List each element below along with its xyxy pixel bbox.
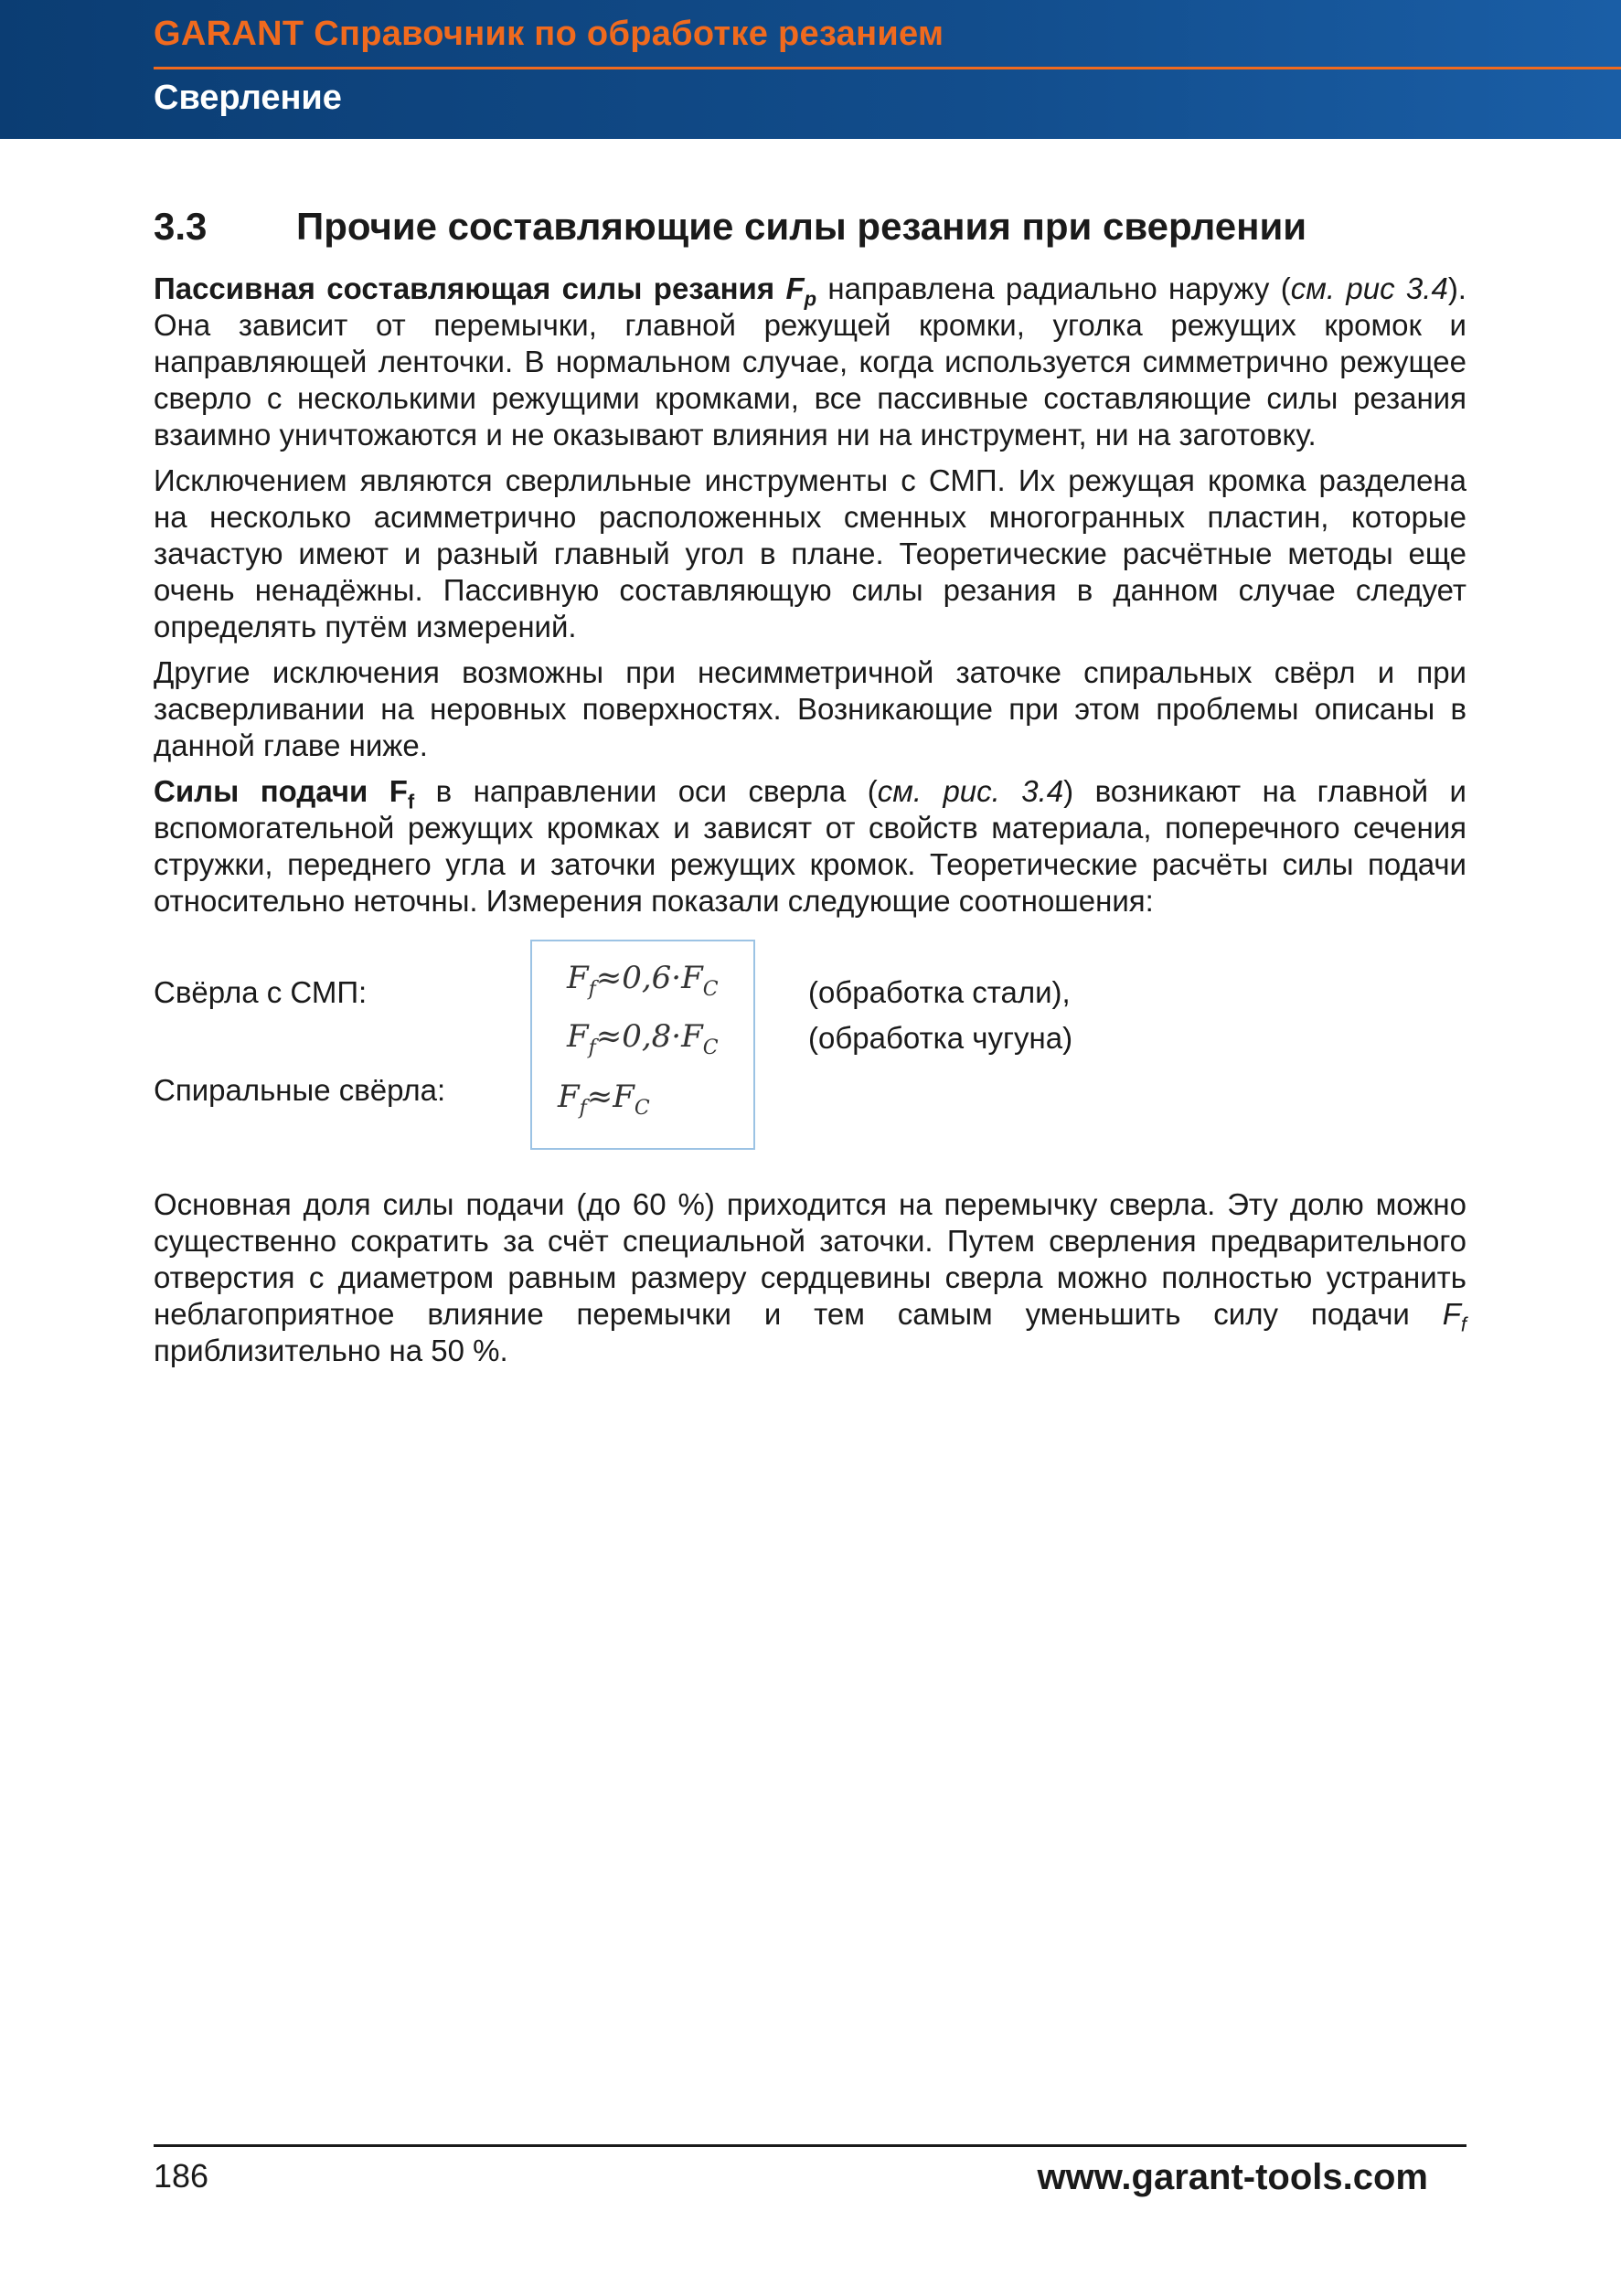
paragraph-text: в направлении оси сверла ( (414, 774, 878, 808)
note-steel: (обработка стали), (808, 975, 1071, 1009)
paragraph-text: направлена радиально наружу ( (816, 271, 1291, 305)
paragraph-lead: Силы подачи $F_f$ (154, 774, 415, 813)
label-spiral-drills: Спиральные свёрла: (154, 1073, 446, 1107)
website-link[interactable]: www.garant-tools.com (1037, 2157, 1428, 2197)
formula-steel: $F_f\approx 0,6\cdot F_C$ (567, 960, 719, 1001)
paragraph-text: ). Она зависит от перемычки, главной режущей кромки, уголка режущих кромок и направляющей ленточки. В нормальном случае, когда используется симметрично режущее сверло с несколькими режущими кромками, все пассивные составляющие силы резания взаимно уничтожаются и не оказывают влияния ни на инструмент, ни на заготовку. (154, 271, 1466, 452)
formula-spiral: $F_f\approx F_C$ (558, 1079, 650, 1120)
header-title: GARANT Справочник по обработке резанием (154, 15, 944, 53)
paragraph-feed-force (154, 773, 1466, 919)
paragraph-text: ) возникают на главной и вспомогательной режущих кромках и зависят от свойств материала, поперечного сечения стружки, переднего угла и заточки режущих кромок. Теоретические расчёты силы подачи относительно неточны. Измерения показали следующие соотношения: (154, 774, 1466, 918)
header-subtitle: Сверление (154, 79, 342, 117)
page-content (154, 203, 1466, 1378)
page-number: 186 (154, 2157, 209, 2195)
paragraph-other-exceptions: Другие исключения возможны при несимметричной заточке спиральных свёрл и при засверливании на неровных поверхностях. Возникающие при этом проблемы описаны в данной главе ниже. (154, 655, 1466, 762)
symbol-fp: $F_p$ (785, 271, 817, 311)
paragraph-exception-smp: Исключением являются сверлильные инструменты с СМП. Их режущая кромка разделена на несколько асимметрично расположенных сменных многогранных пластин, которые зачастую имеют и разный главный угол в плане. Теоретические расчётные методы еще очень ненадёжны. Пассивную составляющую силы резания в данном случае следует определять путём измерений. (154, 463, 1466, 643)
paragraph-lead: Пассивная составляющая силы резания (154, 271, 786, 305)
symbol-ff: $F_f$ (1442, 1297, 1466, 1336)
section-number: 3.3 (154, 205, 208, 248)
header-divider (154, 67, 1621, 69)
figure-reference: см. рис 3.4 (1290, 271, 1448, 305)
paragraph-passive-force (154, 271, 1466, 453)
figure-reference: см. рис. 3.4 (877, 774, 1064, 808)
paragraph-text: приблизительно на 50 %. (154, 1334, 508, 1367)
formula-block (154, 940, 1466, 1152)
paragraph-text: Основная доля силы подачи (до 60 %) приходится на перемычку сверла. Эту долю можно существенно сократить за счёт специальной заточки. Путем сверления предварительного отверстия с диаметром равным размеру сердцевины сверла можно полностью устранить неблагоприятное влияние перемычки и тем самым уменьшить силу подачи (154, 1187, 1466, 1331)
formula-cast-iron: $F_f\approx 0,8\cdot F_C$ (567, 1018, 719, 1059)
footer-divider (154, 2144, 1466, 2147)
page-header (0, 0, 1621, 139)
label-smp-drills: Свёрла с СМП: (154, 975, 368, 1009)
formula-box (530, 940, 755, 1150)
note-cast-iron: (обработка чугуна) (808, 1021, 1073, 1055)
section-heading (154, 203, 1466, 250)
section-title: Прочие составляющие силы резания при сверлении (296, 205, 1307, 248)
paragraph-web-share (154, 1186, 1466, 1369)
